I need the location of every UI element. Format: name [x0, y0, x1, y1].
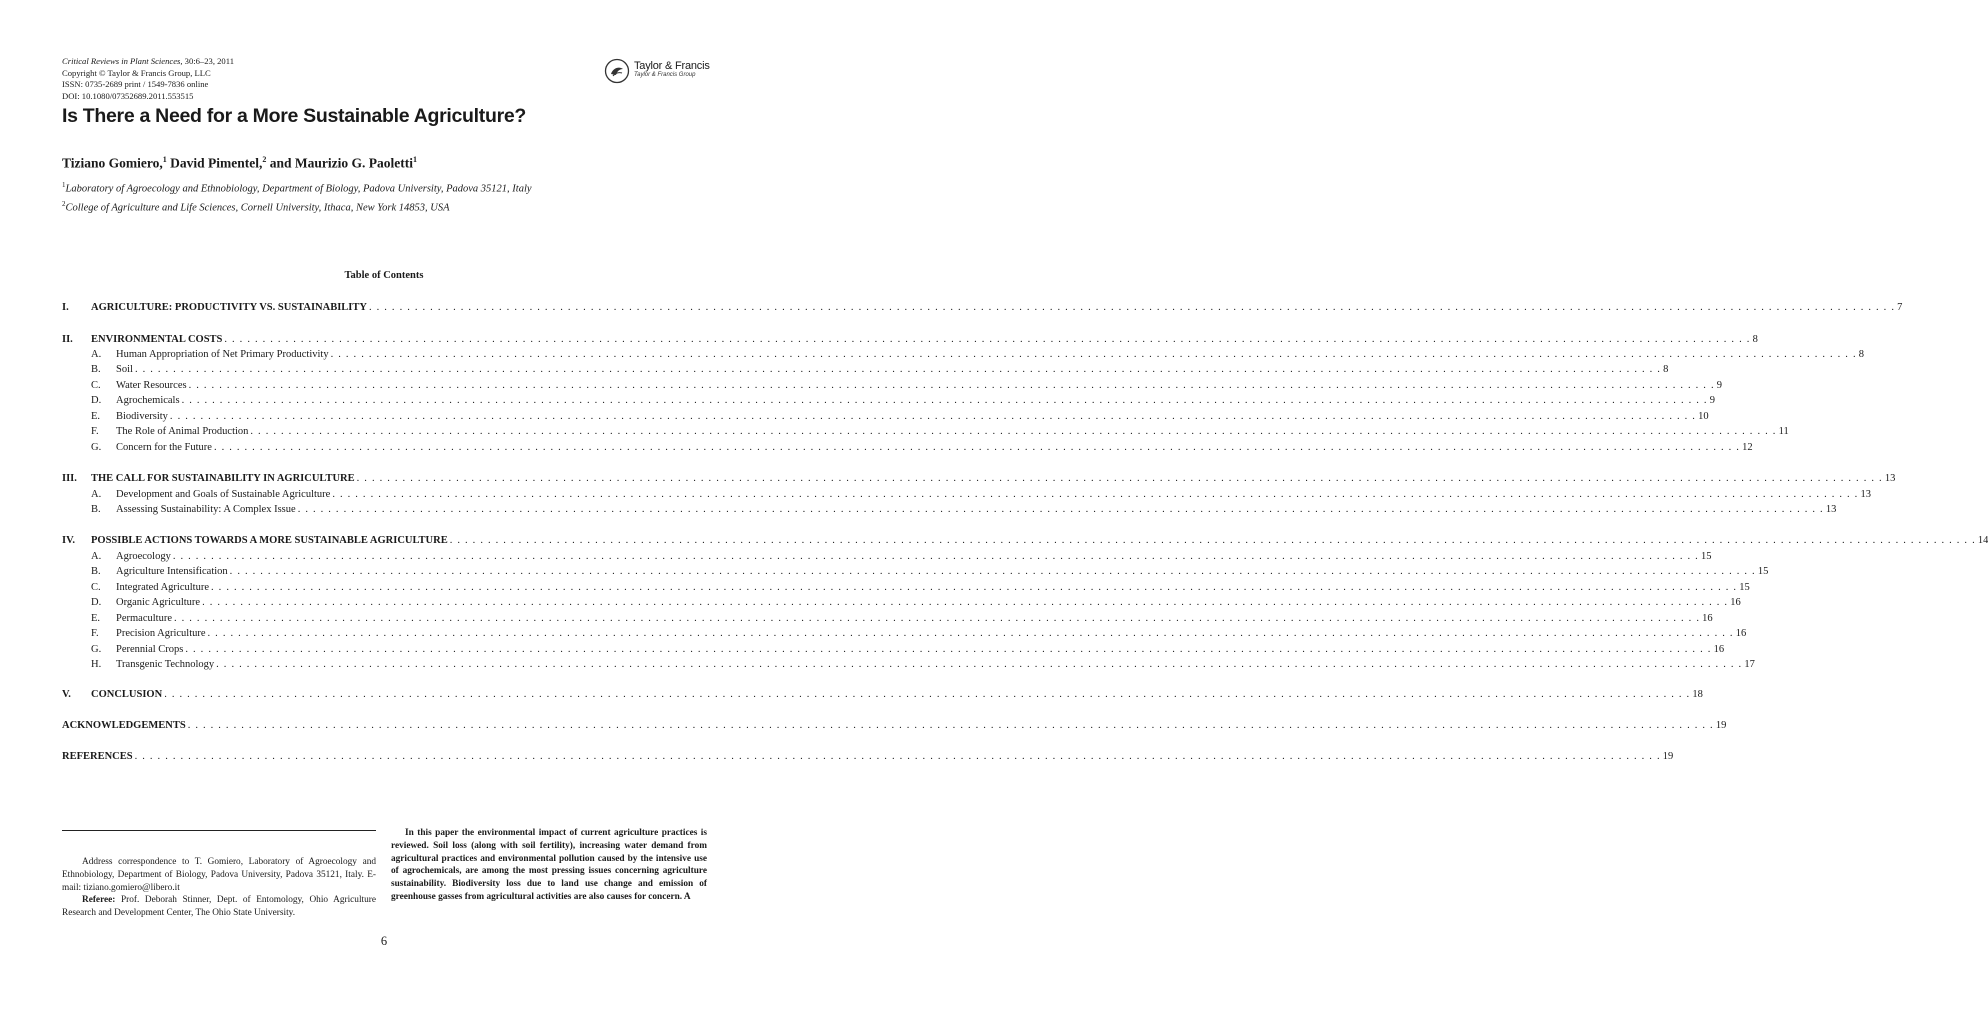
toc-entry-label: Agrochemicals — [116, 395, 180, 406]
toc-subsection — [91, 347, 1865, 362]
toc-entry-label: Water Resources — [116, 380, 187, 391]
toc-entry-label: Agriculture Intensification — [116, 566, 228, 577]
citation-line — [62, 56, 234, 68]
toc-subsection-letter: E. — [91, 411, 101, 422]
journal-info — [62, 56, 234, 102]
toc-page-number: 15 — [1739, 582, 1750, 593]
toc-page-number: 15 — [1757, 566, 1769, 577]
toc-entry-label: THE CALL FOR SUSTAINABILITY IN AGRICULTURE — [91, 473, 355, 484]
toc-leader-dots: . . . . . . . . . . . . . . . . . . . . . . . . . . . . . . . . . . . . . . . . . . . . . . . . . . . . . . . . . . . . . . . . . . . . . . . . . . . . . . . . . . . . . . . . . . . . . . . . . . . . . . . . . . . . . . . . . . . . . . . . . . . . . . . . . . . . . . . . . . . . . . . . . . . . . . . . . . . . . . . . . . . . . . . . . . . . . . . . . . . . . . . . . . . . . . . . . . . . . . . . — [134, 751, 1661, 762]
toc-leader-dots: . . . . . . . . . . . . . . . . . . . . . . . . . . . . . . . . . . . . . . . . . . . . . . . . . . . . . . . . . . . . . . . . . . . . . . . . . . . . . . . . . . . . . . . . . . . . . . . . . . . . . . . . . . . . . . . . . . . . . . . . . . . . . . . . . . . . . . . . . . . . . . . . . . . . . . . . . . . . . . . . . . . . . . . . . . . . . . . . . . . . . . . . . . . . . . . . . . . . . . . . — [449, 535, 1976, 546]
toc-entry-label: ENVIRONMENTAL COSTS — [91, 334, 223, 345]
toc-leader-dots: . . . . . . . . . . . . . . . . . . . . . . . . . . . . . . . . . . . . . . . . . . . . . . . . . . . . . . . . . . . . . . . . . . . . . . . . . . . . . . . . . . . . . . . . . . . . . . . . . . . . . . . . . . . . . . . . . . . . . . . . . . . . . . . . . . . . . . . . . . . . . . . . . . . . . . . . . . . . . . . . . . . . . . . . . . . . . . . . . . . . . . . . . . . . . . . . . . . . . . . . — [356, 473, 1883, 484]
referee-label: Referee: — [82, 895, 116, 906]
toc-entry-label: Perennial Crops — [116, 644, 184, 655]
toc-leader-dots: . . . . . . . . . . . . . . . . . . . . . . . . . . . . . . . . . . . . . . . . . . . . . . . . . . . . . . . . . . . . . . . . . . . . . . . . . . . . . . . . . . . . . . . . . . . . . . . . . . . . . . . . . . . . . . . . . . . . . . . . . . . . . . . . . . . . . . . . . . . . . . . . . . . . . . . . . . . . . . . . . . . . . . . . . . . . . . . . . . . . . . . . . . . . . . . . . . . . . . . . — [134, 364, 1662, 375]
author-affil-mark: 1 — [412, 155, 417, 164]
toc-entry-label: Concern for the Future — [116, 442, 212, 453]
toc-subsection — [91, 564, 1769, 579]
toc-entry-label: POSSIBLE ACTIONS TOWARDS A MORE SUSTAINABLE AGRICULTURE — [91, 535, 448, 546]
toc-heading: Table of Contents — [344, 270, 424, 281]
toc-leader-dots: . . . . . . . . . . . . . . . . . . . . . . . . . . . . . . . . . . . . . . . . . . . . . . . . . . . . . . . . . . . . . . . . . . . . . . . . . . . . . . . . . . . . . . . . . . . . . . . . . . . . . . . . . . . . . . . . . . . . . . . . . . . . . . . . . . . . . . . . . . . . . . . . . . . . . . . . . . . . . . . . . . . . . . . . . . . . . . . . . . . . . . . . . . . . . . . . . . . . . . . . — [216, 659, 1743, 670]
toc-leader-dots: . . . . . . . . . . . . . . . . . . . . . . . . . . . . . . . . . . . . . . . . . . . . . . . . . . . . . . . . . . . . . . . . . . . . . . . . . . . . . . . . . . . . . . . . . . . . . . . . . . . . . . . . . . . . . . . . . . . . . . . . . . . . . . . . . . . . . . . . . . . . . . . . . . . . . . . . . . . . . . . . . . . . . . . . . . . . . . . . . . . . . . . . . . . . . . . . . . . . . . . . — [224, 334, 1751, 345]
toc-page-number: 8 — [1858, 349, 1865, 360]
toc-section-number: II. — [62, 334, 73, 345]
toc-subsection — [91, 626, 1747, 641]
publisher-logo — [604, 58, 710, 84]
toc-entry-label: Organic Agriculture — [116, 597, 201, 608]
toc-page-number: 17 — [1744, 659, 1755, 670]
toc-page-number: 13 — [1825, 504, 1837, 515]
toc-leader-dots: . . . . . . . . . . . . . . . . . . . . . . . . . . . . . . . . . . . . . . . . . . . . . . . . . . . . . . . . . . . . . . . . . . . . . . . . . . . . . . . . . . . . . . . . . . . . . . . . . . . . . . . . . . . . . . . . . . . . . . . . . . . . . . . . . . . . . . . . . . . . . . . . . . . . . . . . . . . . . . . . . . . . . . . . . . . . . . . . . . . . . . . . . . . . . . . . . . . . . . . . — [250, 426, 1777, 437]
toc-page-number: 8 — [1752, 334, 1758, 345]
toc-page-number: 9 — [1709, 395, 1715, 406]
toc-section — [62, 687, 1703, 702]
affiliation — [62, 178, 582, 197]
toc-entry-label: Soil — [116, 364, 133, 375]
toc-page-number: 16 — [1702, 613, 1713, 624]
author-name: Tiziano Gomiero, — [62, 155, 163, 171]
affiliation-text: Laboratory of Agroecology and Ethnobiology, Department of Biology, Padova University, Padova 35121, Italy — [65, 183, 532, 195]
volume-pages: , 30:6–23, 2011 — [180, 56, 235, 66]
toc-leader-dots: . . . . . . . . . . . . . . . . . . . . . . . . . . . . . . . . . . . . . . . . . . . . . . . . . . . . . . . . . . . . . . . . . . . . . . . . . . . . . . . . . . . . . . . . . . . . . . . . . . . . . . . . . . . . . . . . . . . . . . . . . . . . . . . . . . . . . . . . . . . . . . . . . . . . . . . . . . . . . . . . . . . . . . . . . . . . . . . . . . . . . . . . . . . . . . . . . . . . . . . . — [211, 582, 1738, 593]
toc-subsection-letter: D. — [91, 597, 102, 608]
toc-subsection — [91, 502, 1837, 517]
toc-page-number: 13 — [1884, 473, 1896, 484]
toc-subsection-letter: C. — [91, 380, 101, 391]
toc-page-number: 19 — [1715, 720, 1727, 731]
abstract: In this paper the environmental impact of current agriculture practices is reviewed. Soil loss (along with soil fertility), increasing water demand from agricultural practices and environmental pollution caused by the intensive use of agrochemicals, are among the most pressing issues concerning agriculture sustainability. Biodiversity loss due to land use change and emission of greenhouse gasses from agricultural activities are also causes for concern. A — [391, 828, 707, 902]
author-affil-mark: 1 — [162, 155, 167, 164]
doi-line: DOI: 10.1080/07352689.2011.553515 — [62, 90, 194, 101]
toc-leader-dots: . . . . . . . . . . . . . . . . . . . . . . . . . . . . . . . . . . . . . . . . . . . . . . . . . . . . . . . . . . . . . . . . . . . . . . . . . . . . . . . . . . . . . . . . . . . . . . . . . . . . . . . . . . . . . . . . . . . . . . . . . . . . . . . . . . . . . . . . . . . . . . . . . . . . . . . . . . . . . . . . . . . . . . . . . . . . . . . . . . . . . . . . . . . . . . . . . . . . . . . . — [297, 504, 1824, 515]
affiliation-mark: 2 — [62, 199, 66, 208]
publisher-emblem-icon — [604, 58, 630, 84]
toc-page-number: 8 — [1663, 364, 1669, 375]
toc-subsection-letter: C. — [91, 582, 101, 593]
toc-subsection — [91, 440, 1753, 455]
toc-leader-dots: . . . . . . . . . . . . . . . . . . . . . . . . . . . . . . . . . . . . . . . . . . . . . . . . . . . . . . . . . . . . . . . . . . . . . . . . . . . . . . . . . . . . . . . . . . . . . . . . . . . . . . . . . . . . . . . . . . . . . . . . . . . . . . . . . . . . . . . . . . . . . . . . . . . . . . . . . . . . . . . . . . . . . . . . . . . . . . . . . . . . . . . . . . . . . . . . . . . . . . . . — [169, 411, 1697, 422]
toc-page-number: 16 — [1713, 644, 1725, 655]
publisher-group: Taylor & Francis Group — [634, 72, 696, 78]
author-name: and Maurizio G. Paoletti — [266, 155, 413, 171]
toc-entry-label: Permaculture — [116, 613, 172, 624]
toc-subsection-letter: B. — [91, 504, 101, 515]
toc-leader-dots: . . . . . . . . . . . . . . . . . . . . . . . . . . . . . . . . . . . . . . . . . . . . . . . . . . . . . . . . . . . . . . . . . . . . . . . . . . . . . . . . . . . . . . . . . . . . . . . . . . . . . . . . . . . . . . . . . . . . . . . . . . . . . . . . . . . . . . . . . . . . . . . . . . . . . . . . . . . . . . . . . . . . . . . . . . . . . . . . . . . . . . . . . . . . . . . . . . . . . . . . — [188, 380, 1715, 391]
author-name: David Pimentel, — [166, 155, 263, 171]
toc-subsection — [91, 611, 1713, 626]
toc-subsection — [91, 549, 1712, 564]
toc-subsection — [91, 657, 1755, 672]
toc-subsection-letter: A. — [91, 551, 102, 562]
toc-subsection — [91, 642, 1725, 657]
toc-page-number: 19 — [1662, 751, 1674, 762]
toc-subsection-letter: D. — [91, 395, 102, 406]
toc-entry-label: ACKNOWLEDGEMENTS — [62, 720, 186, 731]
toc-section-number: IV. — [62, 535, 75, 546]
toc-subsection — [91, 378, 1723, 393]
affiliation — [62, 197, 582, 216]
toc-subsection-letter: A. — [91, 349, 102, 360]
toc-section-number: I. — [62, 302, 69, 313]
toc-entry-label: Transgenic Technology — [116, 659, 215, 670]
toc-entry-label: Precision Agriculture — [116, 628, 206, 639]
journal-name: Critical Reviews in Plant Sciences — [62, 56, 181, 66]
referee-text: Prof. Deborah Stinner, Dept. of Entomology, Ohio Agriculture Research and Development Center, The Ohio State University. — [62, 895, 376, 919]
toc-subsection-letter: B. — [91, 566, 101, 577]
toc-subsection — [91, 362, 1669, 377]
toc-page-number: 16 — [1730, 597, 1741, 608]
toc-entry-label: Agroecology — [116, 551, 171, 562]
toc-subsection-letter: G. — [91, 644, 102, 655]
toc-section — [62, 332, 1758, 347]
toc-page-number: 7 — [1897, 302, 1903, 313]
toc-subsection-letter: G. — [91, 442, 102, 453]
toc-page-number: 16 — [1735, 628, 1747, 639]
correspondence-note: Address correspondence to T. Gomiero, Laboratory of Agroecology and Ethnobiology, Department of Biology, Padova University, Padova 35121, Italy. E-mail: tiziano.gomiero@libero.it — [62, 857, 376, 893]
referee-note — [62, 894, 376, 920]
toc-page-number: 9 — [1716, 380, 1723, 391]
toc-section — [62, 471, 1896, 486]
toc-leader-dots: . . . . . . . . . . . . . . . . . . . . . . . . . . . . . . . . . . . . . . . . . . . . . . . . . . . . . . . . . . . . . . . . . . . . . . . . . . . . . . . . . . . . . . . . . . . . . . . . . . . . . . . . . . . . . . . . . . . . . . . . . . . . . . . . . . . . . . . . . . . . . . . . . . . . . . . . . . . . . . . . . . . . . . . . . . . . . . . . . . . . . . . . . . . . . . . . . . . . . . . . — [213, 442, 1741, 453]
article-title: Is There a Need for a More Sustainable Agriculture? — [62, 105, 527, 127]
toc-leader-dots: . . . . . . . . . . . . . . . . . . . . . . . . . . . . . . . . . . . . . . . . . . . . . . . . . . . . . . . . . . . . . . . . . . . . . . . . . . . . . . . . . . . . . . . . . . . . . . . . . . . . . . . . . . . . . . . . . . . . . . . . . . . . . . . . . . . . . . . . . . . . . . . . . . . . . . . . . . . . . . . . . . . . . . . . . . . . . . . . . . . . . . . . . . . . . . . . . . . . . . . . — [185, 644, 1712, 655]
toc-subsection — [91, 393, 1715, 408]
toc-subsection — [91, 424, 1789, 439]
toc-leader-dots: . . . . . . . . . . . . . . . . . . . . . . . . . . . . . . . . . . . . . . . . . . . . . . . . . . . . . . . . . . . . . . . . . . . . . . . . . . . . . . . . . . . . . . . . . . . . . . . . . . . . . . . . . . . . . . . . . . . . . . . . . . . . . . . . . . . . . . . . . . . . . . . . . . . . . . . . . . . . . . . . . . . . . . . . . . . . . . . . . . . . . . . . . . . . . . . . . . . . . . . . — [207, 628, 1734, 639]
toc-entry-label: AGRICULTURE: PRODUCTIVITY VS. SUSTAINABILITY — [91, 302, 367, 313]
toc-leader-dots: . . . . . . . . . . . . . . . . . . . . . . . . . . . . . . . . . . . . . . . . . . . . . . . . . . . . . . . . . . . . . . . . . . . . . . . . . . . . . . . . . . . . . . . . . . . . . . . . . . . . . . . . . . . . . . . . . . . . . . . . . . . . . . . . . . . . . . . . . . . . . . . . . . . . . . . . . . . . . . . . . . . . . . . . . . . . . . . . . . . . . . . . . . . . . . . . . . . . . . . . — [173, 613, 1701, 624]
toc-leader-dots: . . . . . . . . . . . . . . . . . . . . . . . . . . . . . . . . . . . . . . . . . . . . . . . . . . . . . . . . . . . . . . . . . . . . . . . . . . . . . . . . . . . . . . . . . . . . . . . . . . . . . . . . . . . . . . . . . . . . . . . . . . . . . . . . . . . . . . . . . . . . . . . . . . . . . . . . . . . . . . . . . . . . . . . . . . . . . . . . . . . . . . . . . . . . . . . . . . . . . . . . — [187, 720, 1714, 731]
page-number: 6 — [380, 934, 388, 948]
toc-page-number: 12 — [1742, 442, 1753, 453]
toc-page-number: 13 — [1860, 489, 1872, 500]
toc-page-number: 15 — [1701, 551, 1712, 562]
toc-page-number: 11 — [1778, 426, 1789, 437]
author-list — [62, 155, 417, 172]
toc-subsection — [91, 409, 1709, 424]
author-affil-mark: 2 — [262, 155, 267, 164]
affiliations — [62, 178, 582, 215]
toc-entry-label: Human Appropriation of Net Primary Productivity — [116, 349, 329, 360]
toc-subsection-letter: E. — [91, 613, 101, 624]
toc-entry-label: Assessing Sustainability: A Complex Issue — [116, 504, 296, 515]
toc-entry-label: Integrated Agriculture — [116, 582, 210, 593]
toc-section — [62, 749, 1674, 764]
toc-leader-dots: . . . . . . . . . . . . . . . . . . . . . . . . . . . . . . . . . . . . . . . . . . . . . . . . . . . . . . . . . . . . . . . . . . . . . . . . . . . . . . . . . . . . . . . . . . . . . . . . . . . . . . . . . . . . . . . . . . . . . . . . . . . . . . . . . . . . . . . . . . . . . . . . . . . . . . . . . . . . . . . . . . . . . . . . . . . . . . . . . . . . . . . . . . . . . . . . . . . . . . . . — [330, 349, 1857, 360]
toc-entry-label: Biodiversity — [116, 411, 168, 422]
toc-section — [62, 300, 1903, 315]
toc-leader-dots: . . . . . . . . . . . . . . . . . . . . . . . . . . . . . . . . . . . . . . . . . . . . . . . . . . . . . . . . . . . . . . . . . . . . . . . . . . . . . . . . . . . . . . . . . . . . . . . . . . . . . . . . . . . . . . . . . . . . . . . . . . . . . . . . . . . . . . . . . . . . . . . . . . . . . . . . . . . . . . . . . . . . . . . . . . . . . . . . . . . . . . . . . . . . . . . . . . . . . . . . — [181, 395, 1708, 406]
toc-entry-label: Development and Goals of Sustainable Agriculture — [116, 489, 331, 500]
toc-entry-label: REFERENCES — [62, 751, 133, 762]
footnote-rule — [62, 830, 376, 831]
copyright-line: Copyright © Taylor & Francis Group, LLC — [62, 67, 211, 78]
toc-section — [62, 718, 1727, 733]
toc-leader-dots: . . . . . . . . . . . . . . . . . . . . . . . . . . . . . . . . . . . . . . . . . . . . . . . . . . . . . . . . . . . . . . . . . . . . . . . . . . . . . . . . . . . . . . . . . . . . . . . . . . . . . . . . . . . . . . . . . . . . . . . . . . . . . . . . . . . . . . . . . . . . . . . . . . . . . . . . . . . . . . . . . . . . . . . . . . . . . . . . . . . . . . . . . . . . . . . . . . . . . . . . — [172, 551, 1700, 562]
footnote — [62, 856, 376, 920]
toc-page-number: 14 — [1977, 535, 1988, 546]
affiliation-mark: 1 — [62, 181, 66, 189]
toc-leader-dots: . . . . . . . . . . . . . . . . . . . . . . . . . . . . . . . . . . . . . . . . . . . . . . . . . . . . . . . . . . . . . . . . . . . . . . . . . . . . . . . . . . . . . . . . . . . . . . . . . . . . . . . . . . . . . . . . . . . . . . . . . . . . . . . . . . . . . . . . . . . . . . . . . . . . . . . . . . . . . . . . . . . . . . . . . . . . . . . . . . . . . . . . . . . . . . . . . . . . . . . . — [368, 302, 1896, 313]
toc-subsection — [91, 595, 1741, 610]
toc-leader-dots: . . . . . . . . . . . . . . . . . . . . . . . . . . . . . . . . . . . . . . . . . . . . . . . . . . . . . . . . . . . . . . . . . . . . . . . . . . . . . . . . . . . . . . . . . . . . . . . . . . . . . . . . . . . . . . . . . . . . . . . . . . . . . . . . . . . . . . . . . . . . . . . . . . . . . . . . . . . . . . . . . . . . . . . . . . . . . . . . . . . . . . . . . . . . . . . . . . . . . . . . — [202, 597, 1729, 608]
toc-leader-dots: . . . . . . . . . . . . . . . . . . . . . . . . . . . . . . . . . . . . . . . . . . . . . . . . . . . . . . . . . . . . . . . . . . . . . . . . . . . . . . . . . . . . . . . . . . . . . . . . . . . . . . . . . . . . . . . . . . . . . . . . . . . . . . . . . . . . . . . . . . . . . . . . . . . . . . . . . . . . . . . . . . . . . . . . . . . . . . . . . . . . . . . . . . . . . . . . . . . . . . . . — [332, 489, 1859, 500]
toc-subsection-letter: F. — [91, 426, 99, 437]
publisher-name: Taylor & Francis — [634, 60, 710, 72]
toc-section-number: III. — [62, 473, 77, 484]
toc-subsection — [91, 580, 1750, 595]
toc-page-number: 10 — [1698, 411, 1709, 422]
toc-section-number: V. — [62, 689, 71, 700]
toc-subsection-letter: H. — [91, 659, 102, 670]
toc-subsection-letter: A. — [91, 489, 102, 500]
toc-leader-dots: . . . . . . . . . . . . . . . . . . . . . . . . . . . . . . . . . . . . . . . . . . . . . . . . . . . . . . . . . . . . . . . . . . . . . . . . . . . . . . . . . . . . . . . . . . . . . . . . . . . . . . . . . . . . . . . . . . . . . . . . . . . . . . . . . . . . . . . . . . . . . . . . . . . . . . . . . . . . . . . . . . . . . . . . . . . . . . . . . . . . . . . . . . . . . . . . . . . . . . . . — [164, 689, 1691, 700]
toc-subsection — [91, 487, 1872, 502]
toc-entry-label: The Role of Animal Production — [116, 426, 249, 437]
toc-entry-label: CONCLUSION — [91, 689, 163, 700]
issn-line: ISSN: 0735-2689 print / 1549-7836 online — [62, 79, 209, 89]
toc-subsection-letter: F. — [91, 628, 99, 639]
affiliation-text: College of Agriculture and Life Sciences, Cornell University, Ithaca, New York 14853, USA — [65, 202, 450, 213]
toc-section — [62, 533, 1988, 548]
toc-page-number: 18 — [1692, 689, 1703, 700]
toc-subsection-letter: B. — [91, 364, 101, 375]
toc-leader-dots: . . . . . . . . . . . . . . . . . . . . . . . . . . . . . . . . . . . . . . . . . . . . . . . . . . . . . . . . . . . . . . . . . . . . . . . . . . . . . . . . . . . . . . . . . . . . . . . . . . . . . . . . . . . . . . . . . . . . . . . . . . . . . . . . . . . . . . . . . . . . . . . . . . . . . . . . . . . . . . . . . . . . . . . . . . . . . . . . . . . . . . . . . . . . . . . . . . . . . . . . — [229, 566, 1756, 577]
